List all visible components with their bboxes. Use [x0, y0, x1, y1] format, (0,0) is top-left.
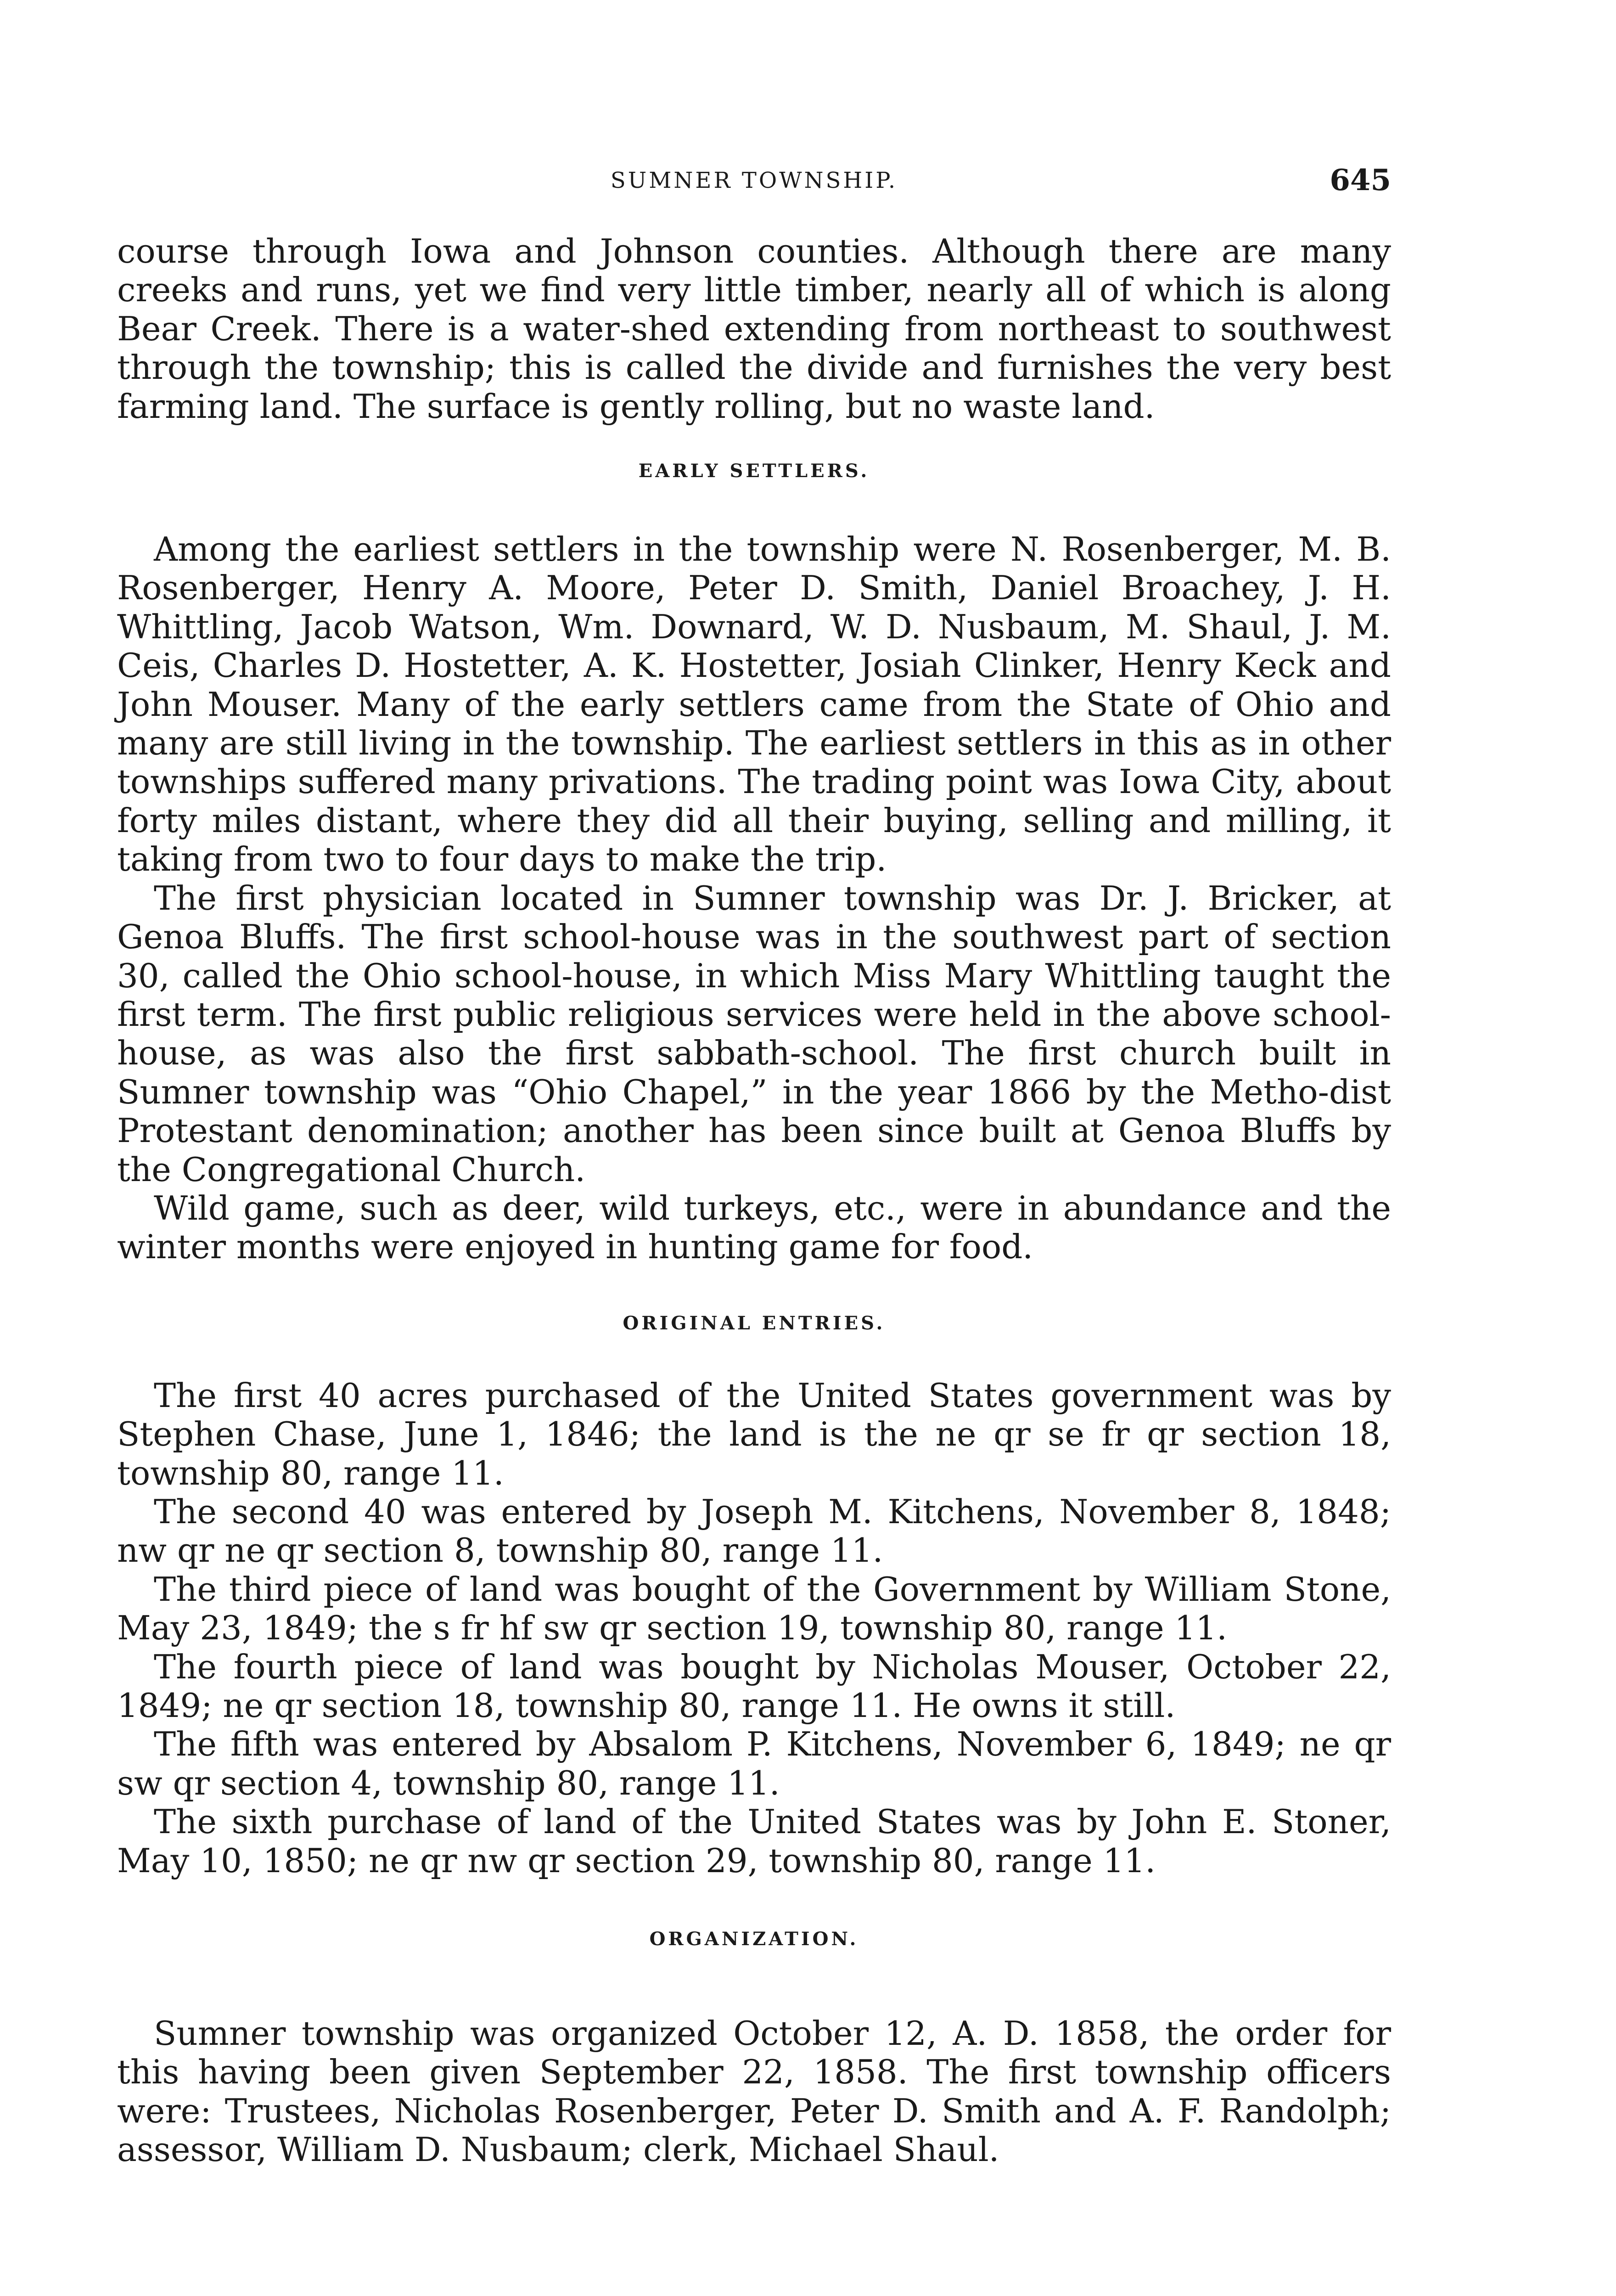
organization-paragraph: Sumner township was organized October 12, A. D. 1858, the order for this having been given September 22, 1858. The first township officers were: Trustees, Nicholas Rosenberger, Peter D. Smith and A. F. Randolph; assessor, William D. Nusbaum; clerk, Michael Shaul.	[117, 2014, 1391, 2169]
original-entries-paragraph: The fifth was entered by Absalom P. Kitchens, November 6, 1849; ne qr sw qr section 4, township 80, range 11.	[117, 1725, 1391, 1802]
early-settlers-heading: EARLY SETTLERS.	[638, 460, 870, 482]
running-head	[117, 163, 1391, 214]
early-settlers-paragraph: The first physician located in Sumner township was Dr. J. Bricker, at Genoa Bluffs. The first school-house was in the southwest part of section 30, called the Ohio school-house, in which Miss Mary Whittling taught the first term. The first public religious services were held in the above school-house, as was also the first sabbath-school. The first church built in Sumner township was “Ohio Chapel,” in the year 1866 by the Metho-dist Protestant denomination; another has been since built at Genoa Bluffs by the Congregational Church.	[117, 878, 1391, 1189]
body-text	[117, 232, 1391, 2169]
original-entries-paragraph: The sixth purchase of land of the United States was by John E. Stoner, May 10, 1850; ne qr nw qr section 29, township 80, range 11.	[117, 1802, 1391, 1880]
page-number: 645	[1330, 163, 1391, 197]
original-entries-paragraph: The first 40 acres purchased of the United States government was by Stephen Chase, June 1, 1846; the land is the ne qr se fr qr section 18, township 80, range 11.	[117, 1376, 1391, 1492]
original-entries-paragraph: The second 40 was entered by Joseph M. Kitchens, November 8, 1848; nw qr ne qr section 8, township 80, range 11.	[117, 1492, 1391, 1570]
intro-paragraph: course through Iowa and Johnson counties. Although there are many creeks and runs, yet we find very little timber, nearly all of which is along Bear Creek. There is a water-shed extending from northeast to southwest through the township; this is called the divide and furnishes the very best farming land. The surface is gently rolling, but no waste land.	[117, 232, 1391, 426]
original-entries-heading: ORIGINAL ENTRIES.	[623, 1312, 886, 1334]
organization-heading: ORGANIZATION.	[649, 1928, 859, 1950]
early-settlers-paragraph: Wild game, such as deer, wild turkeys, etc., were in abundance and the winter months were enjoyed in hunting game for food.	[117, 1188, 1391, 1266]
running-title: SUMNER TOWNSHIP.	[610, 168, 898, 193]
original-entries-paragraph: The third piece of land was bought of the Government by William Stone, May 23, 1849; the s fr hf sw qr section 19, township 80, range 11.	[117, 1570, 1391, 1648]
original-entries-paragraph: The fourth piece of land was bought by Nicholas Mouser, October 22, 1849; ne qr section 18, township 80, range 11. He owns it still.	[117, 1647, 1391, 1725]
early-settlers-paragraph: Among the earliest settlers in the township were N. Rosenberger, M. B. Rosenberger, Henry A. Moore, Peter D. Smith, Daniel Broachey, J. H. Whittling, Jacob Watson, Wm. Downard, W. D. Nusbaum, M. Shaul, J. M. Ceis, Charles D. Hostetter, A. K. Hostetter, Josiah Clinker, Henry Keck and John Mouser. Many of the early settlers came from the State of Ohio and many are still living in the township. The earliest settlers in this as in other townships suffered many privations. The trading point was Iowa City, about forty miles distant, where they did all their buying, selling and milling, it taking from two to four days to make the trip.	[117, 530, 1391, 879]
